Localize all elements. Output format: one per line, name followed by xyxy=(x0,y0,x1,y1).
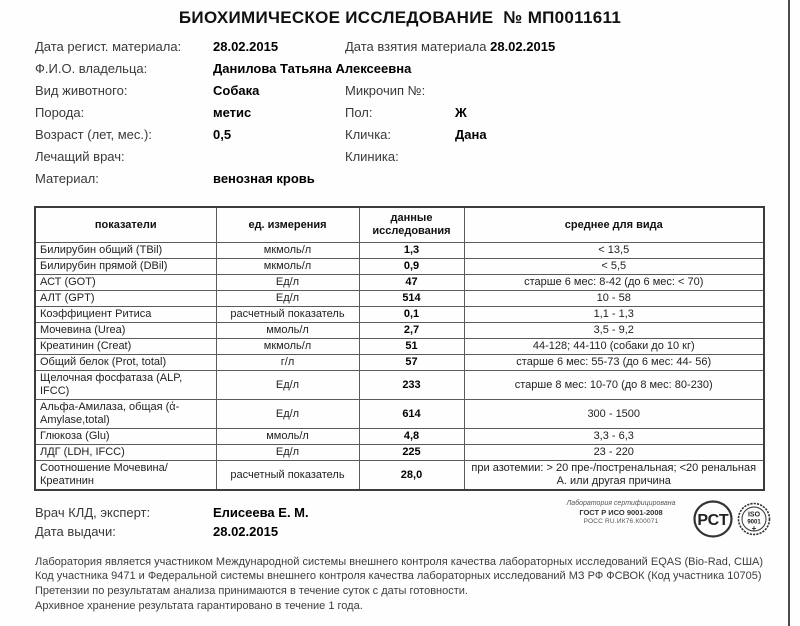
cell-reference: при азотемии: > 20 пре-/постренальная; <20 ренальная А. или другая причина xyxy=(464,461,764,491)
cell-parameter: АЛТ (GPT) xyxy=(35,291,216,307)
cell-unit: мкмоль/л xyxy=(216,243,359,259)
table-row xyxy=(35,445,764,461)
reg-date-value: 28.02.2015 xyxy=(213,39,279,54)
material-label: Материал: xyxy=(35,171,99,186)
cell-reference: 44-128; 44-110 (собаки до 10 кг) xyxy=(464,339,764,355)
certification-marks xyxy=(693,500,771,538)
cell-value: 514 xyxy=(359,291,464,307)
certification-block xyxy=(555,499,771,538)
page-right-border xyxy=(788,0,790,626)
cell-value: 51 xyxy=(359,339,464,355)
cell-unit: Ед/л xyxy=(216,371,359,400)
cell-reference: старше 8 мес: 10-70 (до 8 мес: 80-230) xyxy=(464,371,764,400)
table-row xyxy=(35,243,764,259)
svg-text:РСТ: РСТ xyxy=(697,512,729,529)
certification-line1: Лаборатория сертифицирована xyxy=(566,500,676,507)
cell-reference: < 5,5 xyxy=(464,259,764,275)
cell-parameter: ЛДГ (LDH, IFCC) xyxy=(35,445,216,461)
cell-parameter: Креатинин (Creat) xyxy=(35,339,216,355)
doctor-name: Елисеева Е. М. xyxy=(213,505,309,520)
vet-label: Лечащий врач: xyxy=(35,149,125,164)
cell-reference: 10 - 58 xyxy=(464,291,764,307)
cell-value: 57 xyxy=(359,355,464,371)
issue-date-label: Дата выдачи: xyxy=(35,524,116,539)
nickname-label: Кличка: xyxy=(345,127,392,142)
clinic-value xyxy=(455,146,770,168)
signature-section xyxy=(35,500,770,541)
cell-value: 225 xyxy=(359,445,464,461)
owner-label: Ф.И.О. владельца: xyxy=(35,61,148,76)
cell-parameter: Общий белок (Prot, total) xyxy=(35,355,216,371)
footer-note-quality: Лаборатория является участником Международной системы внешнего контроля качества лабораторных исследований EQAS (Bio-Rad, США) Код участника 9471 и Федеральной системы внешнего контроля качества лабораторных исследований МЗ РФ ФСВОК (Код участника 10705) xyxy=(35,556,764,582)
header-parameter: показатели xyxy=(35,207,216,243)
footer-notes xyxy=(35,555,770,613)
cell-unit: Ед/л xyxy=(216,400,359,429)
clinic-label: Клиника: xyxy=(345,149,399,164)
cell-unit: Ед/л xyxy=(216,445,359,461)
cell-value: 614 xyxy=(359,400,464,429)
cell-unit: ммоль/л xyxy=(216,323,359,339)
cell-value: 0,1 xyxy=(359,307,464,323)
cell-value: 28,0 xyxy=(359,461,464,491)
age-value: 0,5 xyxy=(213,127,232,142)
patient-info-section xyxy=(35,36,770,190)
cell-reference: 1,1 - 1,3 xyxy=(464,307,764,323)
sex-value: Ж xyxy=(455,105,467,120)
age-label: Возраст (лет, мес.): xyxy=(35,127,152,142)
cell-reference: старше 6 мес: 8-42 (до 6 мес: < 70) xyxy=(464,275,764,291)
issue-date-value: 28.02.2015 xyxy=(213,524,279,539)
cell-unit: г/л xyxy=(216,355,359,371)
cell-parameter: Соотношение Мочевина/Креатинин xyxy=(35,461,216,491)
nickname-value: Дана xyxy=(455,127,487,142)
cell-parameter: Мочевина (Urea) xyxy=(35,323,216,339)
material-value: венозная кровь xyxy=(213,171,315,186)
iso-9001-icon xyxy=(737,502,771,536)
table-row xyxy=(35,307,764,323)
cell-unit: Ед/л xyxy=(216,291,359,307)
cell-parameter: Коэффициент Ритиса xyxy=(35,307,216,323)
footer-note-archive: Архивное хранение результата гарантировано в течение 1 года. xyxy=(35,600,363,612)
table-row xyxy=(35,371,764,400)
doctor-label: Врач КЛД, эксперт: xyxy=(35,505,151,520)
cell-value: 1,3 xyxy=(359,243,464,259)
microchip-label: Микрочип №: xyxy=(345,83,426,98)
species-value: Собака xyxy=(213,83,260,98)
reg-date-label: Дата регист. материала: xyxy=(35,39,182,54)
cell-value: 233 xyxy=(359,371,464,400)
taken-date-label: Дата взятия материала xyxy=(345,39,487,54)
cell-value: 2,7 xyxy=(359,323,464,339)
cell-reference: < 13,5 xyxy=(464,243,764,259)
footer-note-claims: Претензии по результатам анализа принимаются в течение суток с даты готовности. xyxy=(35,585,468,597)
cell-unit: мкмоль/л xyxy=(216,339,359,355)
cell-parameter: Альфа-Амилаза, общая (ά-Amylase,total) xyxy=(35,400,216,429)
breed-label: Порода: xyxy=(35,105,85,120)
cell-parameter: Глюкоза (Glu) xyxy=(35,429,216,445)
cell-reference: 23 - 220 xyxy=(464,445,764,461)
owner-value: Данилова Татьяна Алексеевна xyxy=(213,61,412,76)
cell-reference: 3,5 - 9,2 xyxy=(464,323,764,339)
cell-value: 4,8 xyxy=(359,429,464,445)
cell-unit: мкмоль/л xyxy=(216,259,359,275)
cell-unit: расчетный показатель xyxy=(216,461,359,491)
table-header-row xyxy=(35,207,764,243)
vet-value xyxy=(213,146,345,168)
taken-date-row xyxy=(345,36,770,58)
table-row xyxy=(35,429,764,445)
table-row xyxy=(35,323,764,339)
iso-text-top: ISO xyxy=(747,511,761,519)
sex-label: Пол: xyxy=(345,105,373,120)
cell-unit: ммоль/л xyxy=(216,429,359,445)
table-row xyxy=(35,259,764,275)
cell-reference: 300 - 1500 xyxy=(464,400,764,429)
cell-parameter: АСТ (GOT) xyxy=(35,275,216,291)
certification-line2: ГОСТ Р ИСО 9001-2008 xyxy=(579,508,663,517)
species-label: Вид животного: xyxy=(35,83,128,98)
svg-text:+: + xyxy=(751,524,757,533)
cell-parameter: Щелочная фосфатаза (ALP, IFCC) xyxy=(35,371,216,400)
cell-reference: старше 6 мес: 55-73 (до 6 мес: 44- 56) xyxy=(464,355,764,371)
taken-date-value: 28.02.2015 xyxy=(490,39,556,54)
header-unit: ед. измерения xyxy=(216,207,359,243)
breed-value: метис xyxy=(213,105,252,120)
cell-value: 47 xyxy=(359,275,464,291)
table-row xyxy=(35,355,764,371)
certification-text xyxy=(555,499,687,526)
table-row xyxy=(35,275,764,291)
certification-line3: РОСС RU.ИК76.К00071 xyxy=(583,518,659,525)
microchip-value xyxy=(455,80,770,102)
table-row xyxy=(35,461,764,491)
cell-parameter: Билирубин прямой (DBil) xyxy=(35,259,216,275)
table-row xyxy=(35,291,764,307)
report-title: БИОХИМИЧЕСКОЕ ИССЛЕДОВАНИЕ № МП0011611 xyxy=(178,8,622,27)
header-result: данные исследования xyxy=(359,207,464,243)
cell-parameter: Билирубин общий (TBil) xyxy=(35,243,216,259)
header-reference: среднее для вида xyxy=(464,207,764,243)
pct-rostest-icon xyxy=(693,500,733,538)
cell-unit: расчетный показатель xyxy=(216,307,359,323)
iso-text-bottom: 9001 xyxy=(747,519,761,526)
table-row xyxy=(35,339,764,355)
cell-unit: Ед/л xyxy=(216,275,359,291)
cell-value: 0,9 xyxy=(359,259,464,275)
results-table xyxy=(34,206,765,491)
cell-reference: 3,3 - 6,3 xyxy=(464,429,764,445)
table-row xyxy=(35,400,764,429)
